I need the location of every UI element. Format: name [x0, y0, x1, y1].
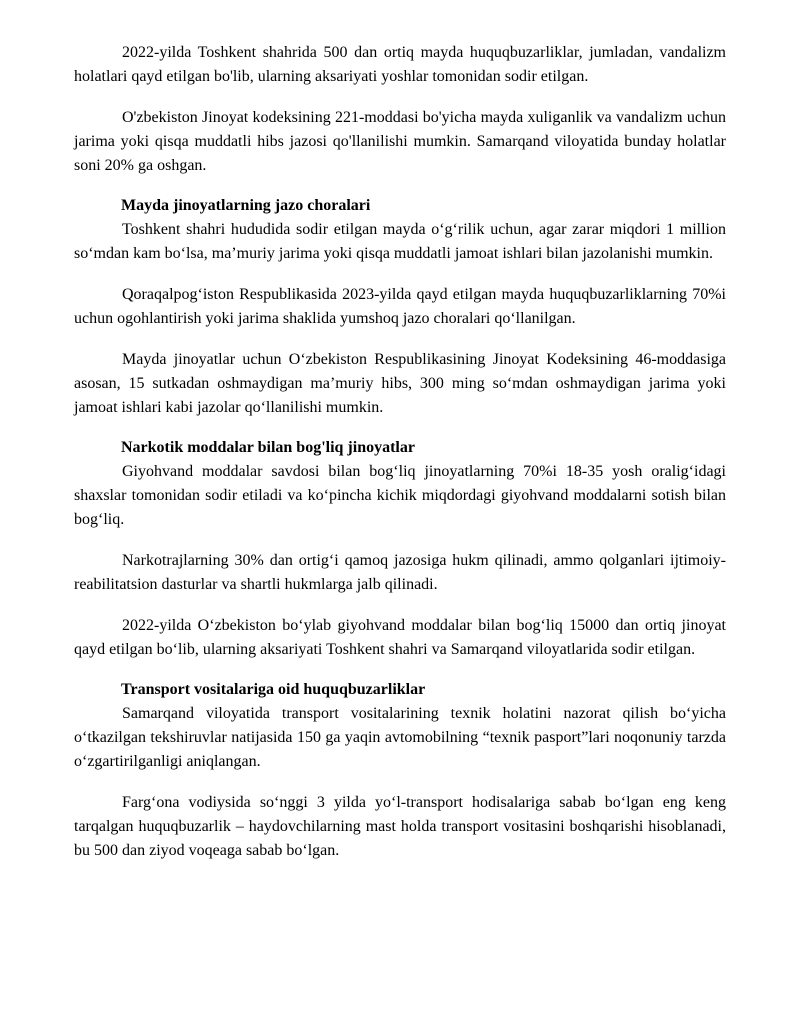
- section-heading: Mayda jinoyatlarning jazo choralari: [121, 197, 371, 214]
- paragraph: 2022-yilda O‘zbekiston bo‘ylab giyohvand moddalar bilan bog‘liq 15000 dan ortiq jinoyat qayd etilgan bo‘lib, ularning aksariyati Toshkent shahri va Samarqand viloyatlarida sodir etilgan.: [74, 617, 726, 658]
- paragraph: O'zbekiston Jinoyat kodeksining 221-moddasi bo'yicha mayda xuliganlik va vandalizm uchun jarima yoki qisqa muddatli hibs jazosi qo'llanilishi mumkin. Samarqand viloyatida bunday holatlar soni 20% ga oshgan.: [74, 109, 726, 174]
- paragraph: Samarqand viloyatida transport vositalarining texnik holatini nazorat qilish bo‘yicha o‘tkazilgan tekshiruvlar natijasida 150 ga yaqin avtomobilning “texnik pasport”lari noqonuniy tarzda o‘zgartirilganligi aniqlangan.: [74, 705, 726, 770]
- paragraph: Farg‘ona vodiysida so‘nggi 3 yilda yo‘l-transport hodisalariga sabab bo‘lgan eng keng tarqalgan huquqbuzarlik – haydovchilarning mast holda transport vositasini boshqarishi hisoblanadi, bu 500 dan ziyod voqeaga sabab bo‘lgan.: [74, 794, 726, 859]
- section-heading: Transport vositalariga oid huquqbuzarliklar: [121, 681, 426, 698]
- paragraph: 2022-yilda Toshkent shahrida 500 dan ortiq mayda huquqbuzarliklar, jumladan, vandalizm holatlari qayd etilgan bo'lib, ularning aksariyati yoshlar tomonidan sodir etilgan.: [74, 44, 726, 85]
- paragraph: Toshkent shahri hududida sodir etilgan mayda o‘g‘rilik uchun, agar zarar miqdori 1 million so‘mdan kam bo‘lsa, ma’muriy jarima yoki qisqa muddatli jamoat ishlari bilan jazolanishi mumkin.: [74, 221, 726, 262]
- paragraph: Qoraqalpog‘iston Respublikasida 2023-yilda qayd etilgan mayda huquqbuzarliklarning 70%i uchun ogohlantirish yoki jarima shaklida yumshoq jazo choralari qo‘llanilgan.: [74, 286, 726, 327]
- section-heading: Narkotik moddalar bilan bog'liq jinoyatlar: [121, 439, 415, 456]
- paragraph: Narkotrajlarning 30% dan ortig‘i qamoq jazosiga hukm qilinadi, ammo qolganlari ijtimoiy-reabilitatsion dasturlar va shartli hukmlarga jalb qilinadi.: [74, 552, 726, 593]
- paragraph: Mayda jinoyatlar uchun O‘zbekiston Respublikasining Jinoyat Kodeksining 46-moddasiga asosan, 15 sutkadan oshmaydigan ma’muriy hibs, 300 ming so‘mdan oshmaydigan jarima yoki jamoat ishlari kabi jazolar qo‘llanilishi mumkin.: [74, 351, 726, 416]
- paragraph: Giyohvand moddalar savdosi bilan bog‘liq jinoyatlarning 70%i 18-35 yosh oralig‘idagi shaxslar tomonidan sodir etiladi va ko‘pincha kichik miqdordagi giyohvand moddalarni sotish bilan bog‘liq.: [74, 463, 726, 528]
